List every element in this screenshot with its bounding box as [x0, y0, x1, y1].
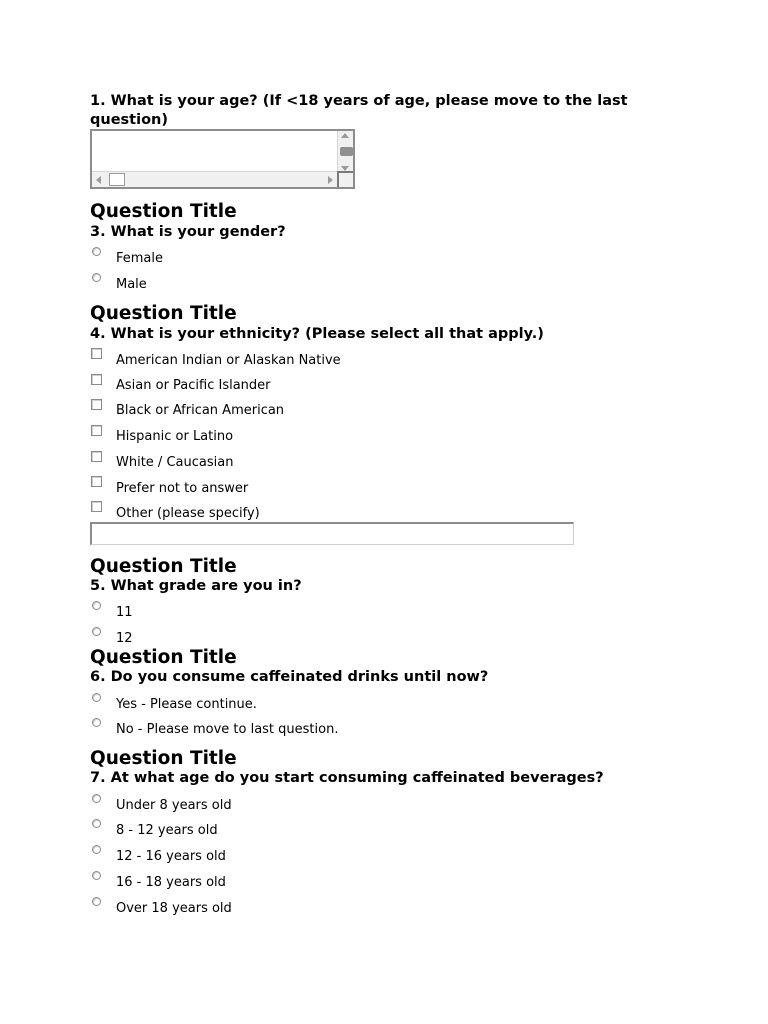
caffeine-radio-yes[interactable] — [92, 693, 101, 702]
grade-radio-12[interactable] — [92, 627, 101, 636]
textarea-vertical-scrollbar[interactable] — [337, 131, 353, 173]
ethnicity-option-label: White / Caucasian — [116, 455, 234, 470]
grade-radio-11[interactable] — [92, 601, 101, 610]
gender-radio-male[interactable] — [92, 273, 101, 282]
section-title: Question Title — [90, 303, 237, 324]
q1-question-line-2: question) — [90, 112, 168, 128]
scroll-right-arrow-icon[interactable] — [328, 176, 333, 184]
start-age-radio[interactable] — [92, 794, 101, 803]
textarea-horizontal-scrollbar[interactable] — [92, 171, 337, 187]
resize-grip-icon — [337, 171, 353, 187]
q7-question-text: 7. At what age do you start consuming caffeinated beverages? — [90, 770, 604, 786]
q4-question-text: 4. What is your ethnicity? (Please select all that apply.) — [90, 326, 544, 342]
start-age-option-label: Over 18 years old — [116, 901, 232, 916]
ethnicity-checkbox[interactable] — [91, 399, 102, 410]
section-title: Question Title — [90, 748, 237, 769]
age-textarea-content[interactable] — [92, 131, 335, 171]
q5-question-text: 5. What grade are you in? — [90, 578, 302, 594]
grade-option-label: 12 — [116, 631, 133, 646]
start-age-option-label: 12 - 16 years old — [116, 849, 226, 864]
q1-question-text — [90, 92, 628, 130]
vertical-scroll-thumb[interactable] — [340, 147, 353, 156]
ethnicity-option-label: Other (please specify) — [116, 506, 260, 521]
start-age-option-label: 8 - 12 years old — [116, 823, 218, 838]
ethnicity-checkbox[interactable] — [91, 476, 102, 487]
q1-question-line-1: 1. What is your age? (If <18 years of age, please move to the last — [90, 93, 628, 109]
section-title: Question Title — [90, 201, 237, 222]
grade-option-label: 11 — [116, 605, 133, 620]
other-specify-input[interactable] — [90, 522, 574, 545]
q3-question-text: 3. What is your gender? — [90, 224, 286, 240]
ethnicity-checkbox[interactable] — [91, 374, 102, 385]
gender-radio-female[interactable] — [92, 247, 101, 256]
textarea-resize-grip[interactable] — [337, 171, 353, 187]
ethnicity-option-label: Black or African American — [116, 403, 285, 418]
ethnicity-option-label: Hispanic or Latino — [116, 429, 234, 444]
ethnicity-checkbox-other[interactable] — [91, 501, 102, 512]
caffeine-radio-no[interactable] — [92, 718, 101, 727]
age-textarea[interactable] — [90, 129, 355, 189]
scroll-up-arrow-icon[interactable] — [341, 133, 349, 138]
scroll-left-arrow-icon[interactable] — [96, 176, 101, 184]
ethnicity-checkbox[interactable] — [91, 348, 102, 359]
section-title: Question Title — [90, 647, 237, 668]
gender-option-label: Male — [116, 277, 147, 292]
ethnicity-checkbox[interactable] — [91, 425, 102, 436]
horizontal-scroll-thumb[interactable] — [109, 173, 125, 186]
caffeine-option-label: No - Please move to last question. — [116, 722, 339, 737]
q6-question-text: 6. Do you consume caffeinated drinks until now? — [90, 669, 489, 685]
caffeine-option-label: Yes - Please continue. — [116, 697, 257, 712]
ethnicity-option-label: Prefer not to answer — [116, 481, 249, 496]
gender-option-label: Female — [116, 251, 164, 266]
start-age-radio[interactable] — [92, 819, 101, 828]
start-age-radio[interactable] — [92, 845, 101, 854]
ethnicity-option-label: American Indian or Alaskan Native — [116, 353, 341, 368]
ethnicity-checkbox[interactable] — [91, 451, 102, 462]
section-title: Question Title — [90, 556, 237, 577]
start-age-radio[interactable] — [92, 871, 101, 880]
start-age-radio[interactable] — [92, 897, 101, 906]
start-age-option-label: 16 - 18 years old — [116, 875, 226, 890]
start-age-option-label: Under 8 years old — [116, 798, 232, 813]
ethnicity-option-label: Asian or Pacific Islander — [116, 378, 271, 393]
other-specify-value[interactable] — [92, 524, 573, 528]
